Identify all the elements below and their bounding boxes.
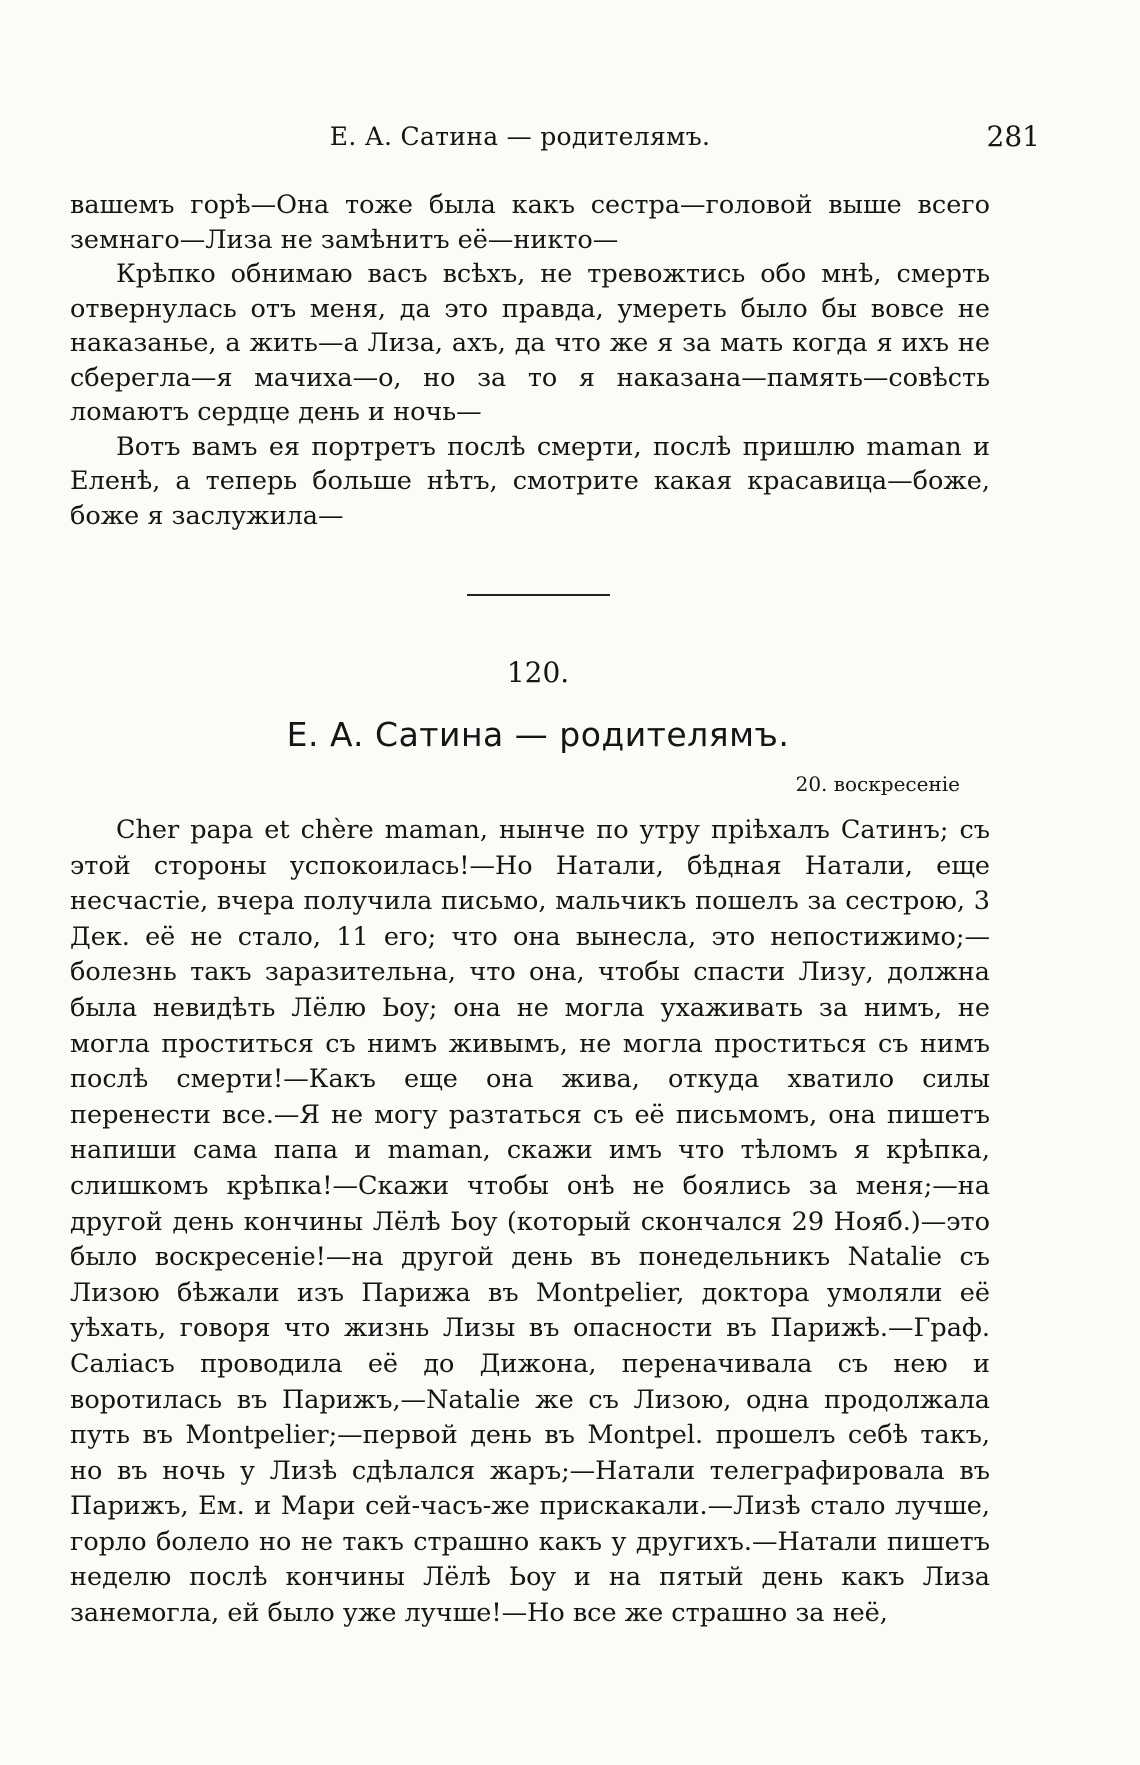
letter-title: Е. А. Сатина — родителямъ. (286, 715, 790, 754)
letter-dateline: 20. воскресеніе (795, 772, 960, 796)
section-divider (467, 594, 610, 596)
paragraph: Вотъ вамъ ея портретъ послѣ смерти, послѣ пришлю maman и Еленѣ, а теперь больше нѣтъ, смотрите какая красавица—боже, боже я заслужила— (70, 431, 990, 531)
page-number: 281 (986, 120, 1040, 153)
previous-letter-text (70, 188, 990, 533)
running-head (0, 116, 1140, 156)
paragraph: Cher papa et chère maman, нынче по утру пріѣхалъ Сатинъ; съ этой стороны успокоилась!—Но Натали, бѣдная Натали, еще несчастіе, вчера получила письмо, мальчикъ пошелъ за сестрою, 3 Дек. её не стало, 11 его; что она вынесла, это непостижимо;—болезнь такъ заразительна, что она, чтобы спасти Лизу, должна была невидѣть Лёлю Ьoy; она не могла ухаживать за нимъ, не могла проститься съ нимъ живымъ, не могла проститься съ нимъ послѣ смерти!—Какъ еще она жива, откуда хватило силы перенести все.—Я не могу разтаться съ её письмомъ, она пишетъ напиши сама папа и maman, скажи имъ что тѣломъ я крѣпка, слишкомъ крѣпка!—Скажи чтобы онѣ не боялись за меня;—на другой день кончины Лёлѣ Ьoy (который скончался 29 Нояб.)—это было воскресеніе!—на другой день въ понедельникъ Natalie съ Лизою бѣжали изъ Парижа въ Montpelier, доктора умоляли её уѣхать, говоря что жизнь Лизы въ опасности въ Парижѣ.—Граф. Саліасъ проводила её до Дижона, переначивала съ нею и воротилась въ Парижъ,—Natalie же съ Лизою, одна продолжала путь въ Montpelier;—первой день въ Montpel. прошелъ себѣ такъ, но въ ночь у Лизѣ сдѣлался жаръ;—Натали телеграфировала въ Парижъ, Ем. и Мари сей-часъ-же прискакали.—Лизѣ стало лучше, горло болело но не такъ страшно какъ у другихъ.—Натали пишетъ неделю послѣ кончины Лёлѣ Ьoy и на пятый день какъ Лиза занемогла, ей было уже лучше!—Но все же страшно за неё, (70, 815, 990, 1629)
paragraph: вашемъ горѣ—Она тоже была какъ сестра—головой выше всего земнаго—Лиза не замѣнитъ её—никто— (70, 190, 990, 255)
running-title: Е. А. Сатина — родителямъ. (329, 122, 711, 151)
paragraph: Крѣпко обнимаю васъ всѣхъ, не тревожтись обо мнѣ, смерть отвернулась отъ меня, да это правда, умереть было бы вовсе не наказанье, а жить—а Лиза, ахъ, да что же я за мать когда я ихъ не сберегла—я мачиха—о, но за то я наказана—память—совѣсть ломаютъ сердце день и ночь— (70, 259, 990, 427)
letter-number: 120. (506, 656, 570, 689)
letter-body (70, 813, 990, 1632)
